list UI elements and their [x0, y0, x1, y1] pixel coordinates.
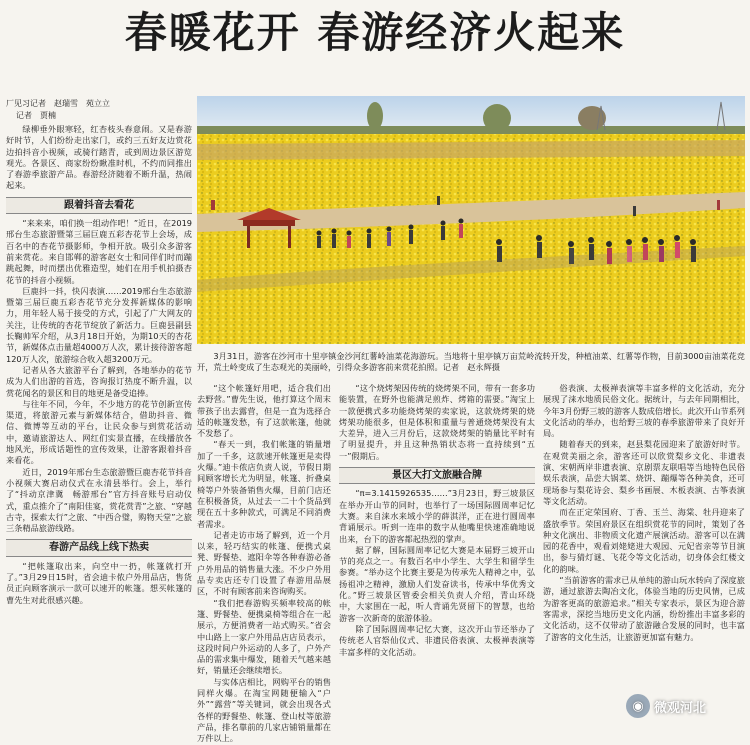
byline-reporters: 厂见习记者 赵瑞雪 苑立立: [6, 99, 110, 108]
paragraph: “春天一到，我们帐篷的销量增加了一千多，这款速开帐篷更是卖得火爆。”迪卡侬店负责人说，节假日期间顾客增长尤为明显，帐篷、折叠桌椅等户外装备销售火爆，目前门店还在积极备货，从过去一二十个货品到现在五十多种款式，可满足不同消费者需求。: [197, 439, 331, 529]
article-column-4: [543, 383, 745, 727]
paragraph: “π=3.1415926535……”3月23日，野三坡景区在举办开山节的同时，也举行了一场国际圆周率记忆大赛。来自涞水来域小学的薛淇洋，正在进行圆周率背诵展示。听到一连串的数字从他嘴里快速准确地说出来，台下的游客都起热烈的掌声。: [339, 488, 535, 544]
paragraph: 随着春天的到来，赵县梨花园迎来了旅游好时节。在观赏美丽之余，游客还可以欣赏梨乡文化、非遗表演、宋朝两岸非遗表演、京剧票友联唱等当地特色民俗娱乐表演，品尝大锅菜、烧饼、蹦爆等各种美食，还可现场参与梨花诗会、梨乡书画展、木板表演、古筝表演等文化活动。: [543, 439, 745, 506]
paragraph: “这个帐篷好用吧，适合我们出去野营。”曹先生说，他打算这个周末带孩子出去露营，但是一直为选择合适的帐篷发愁，有了这款帐篷，他就不发愁了。: [197, 383, 331, 439]
rapeseed-field-photo: [197, 96, 745, 344]
paragraph: 与往年不同，今年，不少地方的花节创新宣传渠道，将旅游元素与新媒体结合，借助抖音、微信、微博等互动的平台，让民众参与到赏花活动中，邀请旅游达人、网红们实景直播，在线播放各地风光，形成话题性的宣传效果，让游客跟着抖音来看花。: [6, 398, 192, 466]
paragraph: “当前游客的需求已从单纯的游山玩水转向了深度旅游，通过旅游去陶冶文化，体验当地的历史风情，已成为游客更高的旅游追求。”相关专家表示，景区为迎合游客需求，深挖当地历史文化内涵，纷纷推出丰富多彩的文化活动，这不仅带动了旅游融合发展的同时，也丰富了游客的文化生活，让旅游更加富有魅力。: [543, 575, 745, 642]
wechat-logo-icon: ◉: [626, 694, 650, 718]
paragraph: 记者走访市场了解到，近一个月以来，轻巧结实的帐篷、便携式桌凳、野餐垫、遮阳伞等各种春游必备户外用品的销售量大涨。不少户外用品专卖店还专门设置了春游用品展区，不时有顾客前来咨询购买。: [197, 529, 331, 597]
section-heading-products: 春游产品线上线下热卖: [6, 539, 192, 556]
photo-caption: 3月31日，游客在沙河市十里亭镇金沙河红薯岭油菜花海游玩。当地将十里亭镇万亩荒岭流转开发，种植油菜、红薯等作物，目前3000亩油菜花竞开，荒土岭变成了生态观光的美丽岭，引得众多游客前来赏花拍照。记者 赵永辉摄: [197, 351, 745, 372]
watermark: [626, 690, 746, 722]
paragraph: 俗表演、太极禅表演等丰富多样的文化活动，充分展现了涞水地质民俗文化。据统计，与去年同期相比，今年3月份野三坡的游客人数成倍增长。此次开山节系列文化活动的举办，也给野三坡的春季旅游带来了良好开局。: [543, 383, 745, 439]
byline-reporter: 记者 贾楠: [16, 111, 56, 120]
paragraph: 近日，2019年邢台生态旅游暨巨鹿杏花节抖音小视频大赛启动仪式在永清县举行。会上，举行了“抖动京津冀 畅游邢台”官方抖音账号启动仪式，重点推介了“南阳佳宴，赏花赏青”之旅、“穿越古寺，探索太行”之旅、“中西合璧，购物天堂”之旅三条精品旅游线路。: [6, 466, 192, 534]
photo-illustration: [197, 96, 745, 344]
headline: 春暖花开 春游经济火起来: [124, 8, 626, 57]
section-heading-culture: 景区大打文旅融合牌: [339, 467, 535, 484]
article-column-1: [6, 124, 192, 727]
paragraph: 巨鹿抖一抖，快闪表演……2019邢台生态旅游暨第三届巨鹿五彩杏花节充分发挥新媒体的影响力，用年轻人易于接受的方式，引起了广大网友的关注，让传统的杏花节绽放了新活力。巨鹿县副县长鞠帅军介绍，从3月18日开始，为期10天的杏花节，新媒体点击量超4000万人次，累计接待游客超120万人次，旅游综合收入超3200万元。: [6, 285, 192, 364]
paragraph: 记者从各大旅游平台了解到，各地举办的花节成为人们出游的首选，咨询报订热度不断升温，以赏花闻名的景区和目的地更是备受追捧。: [6, 364, 192, 398]
paragraph: “来来来，咱们换一组动作吧！”近日，在2019邢台生态旅游暨第三届巨鹿五彩杏花节上会场，成百名中的杏花节摄影师，争相开放。吸引众多游客前来赏花。来自邯郸的游客赵女士和同伴们时而蹦跳起舞，时而摆出优雅造型，她们在用手机拍摄杏花节的抖音小视频。: [6, 218, 192, 285]
article-column-2: [197, 383, 331, 744]
paragraph: “这个烧烤架因传统的烧烤架不同，带有一套多功能装置，在野外也能满足煎炸、烤箱的需要。”淘宝上一款便携式多功能烧烤架的卖家说，这款烧烤架的烧烤架功能很多，但是体积和重量与普通烧烤架没有太大差异，进入三月份后，这款烧烤架的销量比平时有了明显提升，并且这种热销状态将一直持续到“五一”假期后。: [339, 383, 535, 461]
paragraph: 而在正定荣国府、丁香、玉兰、海棠、牡丹迎来了盛放季节。荣国府景区在组织赏花节的同时，策划了各种文化演出、非物质文化遗产展演活动。游客可以在满园的花香中，观看刘姥姥进大观园、元妃省亲等节目演出，参与猜灯谜、飞花令等文化活动，切身体会红楼文化的韵味。: [543, 507, 745, 574]
intro-paragraph: 绿柳垂外眼寒轻，红杏枝头春意闹。又是春游好时节，人们纷纷走出家门，或约三五好友边赏花边拍抖音小视频，或骑行踏青，或到周边景区游览观光。各景区、商家纷纷瞅准时机，不约而同推出了春游季旅游产品。春游经济随着不断升温，热闹起来。: [6, 124, 192, 191]
paragraph: 与实体店相比，网购平台的销售同样火爆。在淘宝网随便输入“户外”“露营”等关键词，就会出现各式各样的野餐垫、帐篷、登山杖等旅游产品，排名靠前的几家店铺销量都在万件以上。: [197, 676, 331, 744]
section-heading-douyin: 跟着抖音去看花: [6, 197, 192, 214]
paragraph: “我们把春游购买频率较高的帐篷、野餐垫、便携桌椅等组合在一起展示，方便消费者一站式购买。”省会中山路上一家户外用品店店员表示，这段时间户外运动的人多了，户外产品的需求集中爆发，随着天气越来越好，销量还会继续增长。: [197, 597, 331, 676]
watermark-text: 微观河北: [654, 700, 707, 716]
article-column-3: [339, 383, 535, 727]
paragraph: 除了国际圆周率记忆大赛，这次开山节还举办了传统老人官祭仙仪式、非遗民俗表演、太极禅表演等丰富多样的文化活动。: [339, 623, 535, 657]
paragraph: “把帐篷取出来，向空中一扔，帐篷就打开了。”3月29日15时，省会迪卡侬户外用品店，售货员正向顾客演示一款可以速开的帐篷。想买帐篷的曹先生对此很感兴趣。: [6, 560, 192, 605]
byline: [6, 98, 192, 122]
paragraph: 据了解，国际圆周率记忆大赛是本届野三坡开山节的亮点之一。有数百名中小学生、大学生和留学生参赛。“举办这个比赛主要是为传承先人精神之中，弘扬祖冲之精神，激励人们发奋读书，传承中华优秀文化。”野三坡景区管委会相关负责人介绍，青山环绕中，大家围在一起，听人背诵先贤留下的智慧，也给游客一次新奇的旅游体验。: [339, 544, 535, 623]
